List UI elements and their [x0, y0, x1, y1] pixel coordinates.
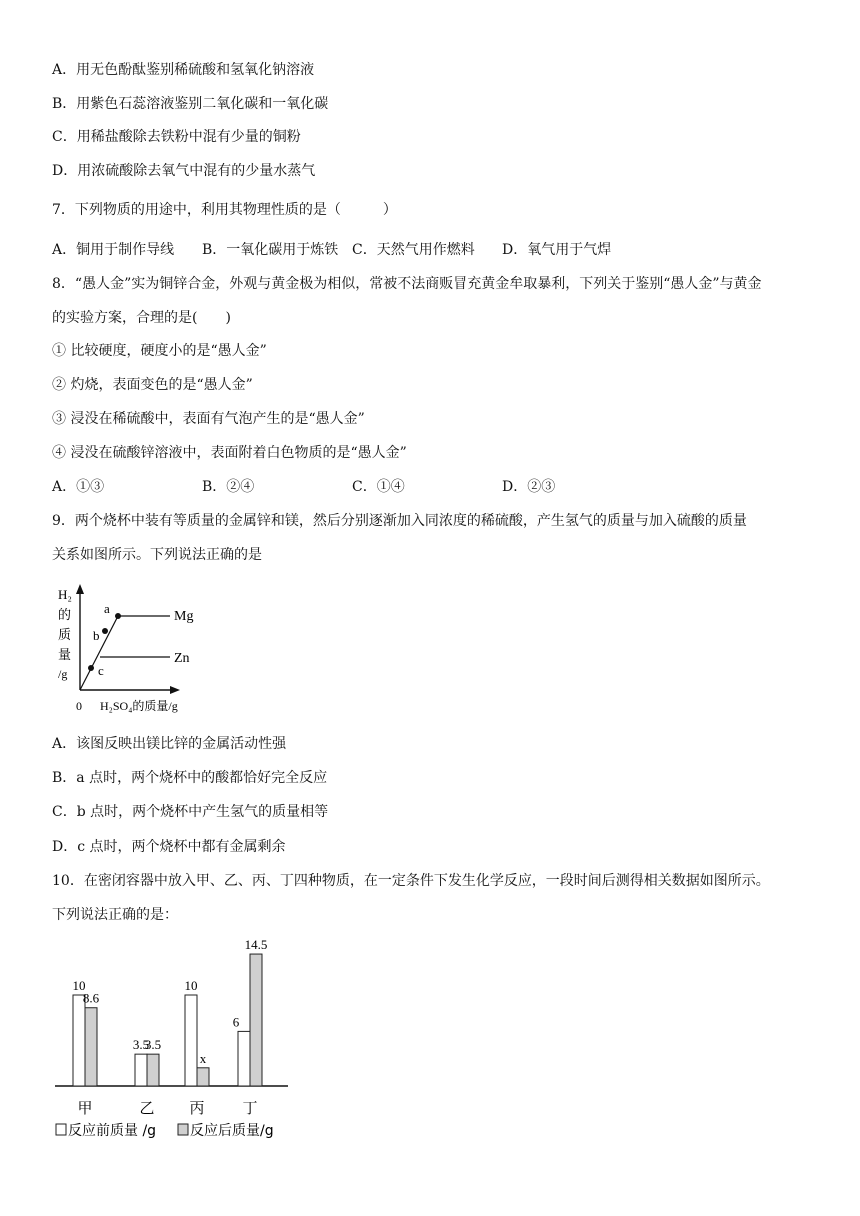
q9-point-label-a: a: [104, 601, 110, 616]
q8-option-d: D．②③: [502, 479, 556, 495]
bar-before-3: [238, 1031, 250, 1086]
bar-label-before-1: 3.5: [132, 1037, 150, 1053]
bar-after-3: [250, 954, 262, 1086]
q8-item-3: ③ 浸没在稀硫酸中，表面有气泡产生的是“愚人金”: [52, 411, 365, 427]
q9-series-label-mg: Mg: [174, 609, 194, 624]
bar-label-before-2: 10: [184, 978, 198, 993]
q9-y-arrow: [76, 584, 84, 594]
q9-point-c: [88, 665, 94, 671]
legend-label-after: 反应后质量/g: [190, 1123, 274, 1139]
bar-label-after-2: x: [199, 1050, 207, 1066]
bar-label-after-0: 8.6: [82, 990, 100, 1006]
bar-after-2: [197, 1068, 209, 1086]
q9-stem-line1: 9．两个烧杯中装有等质量的金属锌和镁，然后分别逐渐加入同浓度的稀硫酸，产生氢气的质量与加入硫酸的质量: [52, 513, 747, 529]
q6-option-b: B．用紫色石蕊溶液鉴别二氧化碳和一氧化碳: [52, 96, 329, 112]
q7-option-b: B．一氧化碳用于炼铁: [202, 242, 339, 258]
q7-options: [52, 240, 611, 260]
q7-stem: 7．下列物质的用途中，利用其物理性质的是（ ）: [52, 202, 397, 218]
bar-before-0: [73, 995, 85, 1086]
bar-before-2: [185, 995, 197, 1086]
q7-option-a: A．铜用于制作导线: [52, 242, 175, 258]
q8-item-2: ② 灼烧，表面变色的是“愚人金”: [52, 377, 253, 393]
q8-option-b: B．②④: [202, 479, 255, 495]
q9-point-b: [102, 628, 108, 634]
legend-swatch-after: [178, 1124, 188, 1135]
q9-origin: 0: [76, 699, 82, 713]
q9-y-label-3: 量: [58, 648, 72, 663]
q10-bar-chart: [50, 925, 300, 1155]
q9-stem-line2: 关系如图所示。下列说法正确的是: [52, 547, 262, 563]
q9-y-label-4: /g: [58, 667, 68, 681]
bar-label-after-1: 3.5: [144, 1037, 162, 1053]
q10-stem-line2: 下列说法正确的是：: [52, 907, 178, 923]
legend-label-before: 反应前质量 /g: [68, 1123, 157, 1139]
q9-point-label-b: b: [93, 628, 100, 643]
q8-option-a: A．①③: [52, 479, 105, 495]
legend-swatch-before: [56, 1124, 66, 1135]
q9-x-arrow: [170, 686, 180, 694]
q6-option-d: D．用浓硫酸除去氧气中混有的少量水蒸气: [52, 163, 316, 179]
category-label-1: 乙: [139, 1099, 155, 1117]
q6-option-c: C．用稀盐酸除去铁粉中混有少量的铜粉: [52, 129, 301, 145]
q9-y-label-top: H₂: [58, 587, 72, 602]
q9-y-label-2: 质: [58, 628, 72, 643]
q9-option-d: D．c 点时，两个烧杯中都有金属剩余: [52, 839, 286, 855]
q9-y-label-1: 的: [58, 608, 72, 623]
bar-label-before-3: 6: [232, 1014, 240, 1030]
bar-label-after-3: 14.5: [244, 937, 268, 953]
q7-option-c: C．天然气用作燃料: [352, 242, 475, 258]
q9-series-label-zn: Zn: [174, 651, 190, 666]
q9-option-b: B．a 点时，两个烧杯中的酸都恰好完全反应: [52, 770, 328, 786]
bar-label-before-0: 10: [72, 978, 86, 993]
q8-item-4: ④ 浸没在硫酸锌溶液中，表面附着白色物质的是“愚人金”: [52, 445, 407, 461]
q8-option-c: C．①④: [352, 479, 405, 495]
bar-before-1: [135, 1054, 147, 1086]
q9-option-a: A．该图反映出镁比锌的金属活动性强: [52, 736, 287, 752]
q8-item-1: ① 比较硬度，硬度小的是“愚人金”: [52, 343, 267, 359]
q6-option-a: A．用无色酚酞鉴别稀硫酸和氢氧化钠溶液: [52, 62, 315, 78]
q9-hydrogen-graph: [50, 580, 230, 720]
category-label-0: 甲: [77, 1099, 93, 1117]
q9-point-a: [115, 613, 121, 619]
q8-stem-line2: 的实验方案，合理的是( ): [52, 310, 231, 326]
bar-after-0: [85, 1008, 97, 1086]
q8-stem-line1: 8．“愚人金”实为铜锌合金，外观与黄金极为相似，常被不法商贩冒充黄金牟取暴利，下列关于鉴别“愚人金”与黄金: [52, 276, 762, 292]
q10-stem-line1: 10．在密闭容器中放入甲、乙、丙、丁四种物质，在一定条件下发生化学反应，一段时间后测得相关数据如图所示。: [52, 873, 770, 889]
q9-x-label: H₂SO₄的质量/g: [100, 699, 178, 713]
category-label-3: 丁: [242, 1099, 258, 1117]
q8-options: [52, 477, 555, 497]
q7-option-d: D．氧气用于气焊: [502, 242, 612, 258]
bar-after-1: [147, 1054, 159, 1086]
q9-point-label-c: c: [98, 663, 104, 678]
category-label-2: 丙: [189, 1099, 205, 1117]
q9-option-c: C．b 点时，两个烧杯中产生氢气的质量相等: [52, 804, 329, 820]
